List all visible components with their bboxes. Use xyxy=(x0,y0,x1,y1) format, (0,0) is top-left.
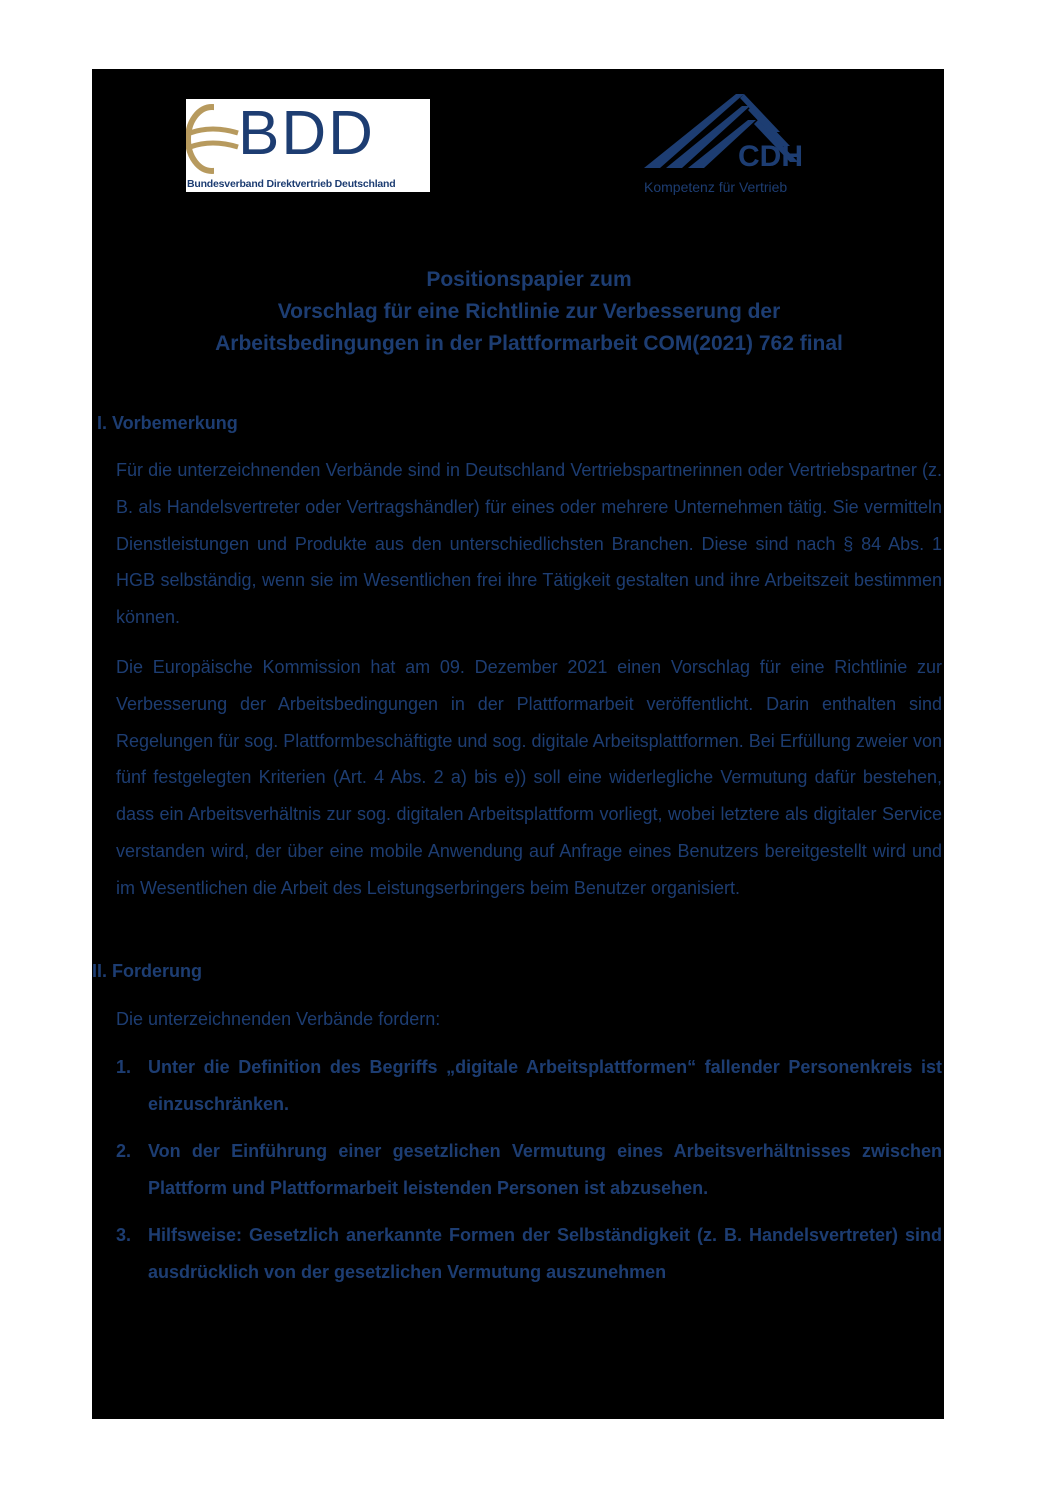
list-item xyxy=(116,1217,942,1291)
list-item-text: Hilfsweise: Gesetzlich anerkannte Formen der Selbständigkeit (z. B. Handelsvertreter) sind ausdrücklich von der gesetzlichen Vermutung auszunehmen xyxy=(148,1225,942,1282)
bdd-wordmark: BDD xyxy=(238,99,375,168)
list-item-text: Unter die Definition des Begriffs „digitale Arbeitsplattformen“ fallender Personenkreis ist einzuschränken. xyxy=(148,1057,942,1114)
list-item xyxy=(116,1049,942,1123)
title-line-1: Positionspapier zum xyxy=(426,268,632,291)
title-line-2: Vorschlag für eine Richtlinie zur Verbesserung der xyxy=(277,300,781,323)
cdh-caption: Kompetenz für Vertrieb xyxy=(644,179,788,195)
bdd-logo xyxy=(186,99,430,192)
section-heading-vorbemerkung: I. Vorbemerkung xyxy=(97,413,238,433)
document-title xyxy=(92,264,966,360)
paragraph-kommission: Die Europäische Kommission hat am 09. Dezember 2021 einen Vorschlag für eine Richtlinie zur Verbesserung der Arbeitsbedingungen in der Plattformarbeit veröffentlicht. Darin enthalten sind Regelungen für sog. Plattformbeschäftigte und sog. digitale Arbeitsplattformen. Bei Erfüllung zweier von fünf festgelegten Kriterien (Art. 4 Abs. 2 a) bis e)) soll eine widerlegliche Vermutung dafür bestehen, dass ein Arbeitsverhältnis zur sog. digitalen Arbeitsplattform vorliegt, wobei letztere als digitaler Service verstanden wird, der über eine mobile Anwendung auf Anfrage eines Benutzers bereitgestellt wird und im Wesentlichen die Arbeit des Leistungserbringers beim Benutzer organisiert. xyxy=(116,657,942,898)
cdh-wordmark: CDH xyxy=(738,140,803,173)
list-item-number: 1. xyxy=(116,1057,132,1077)
title-line-3: Arbeitsbedingungen in der Plattformarbeit COM(2021) 762 final xyxy=(215,332,843,355)
list-item-text: Von der Einführung einer gesetzlichen Vermutung eines Arbeitsverhältnisses zwischen Plattform und Plattformarbeit leistenden Personen ist abzusehen. xyxy=(148,1141,942,1198)
bdd-caption: Bundesverband Direktvertrieb Deutschland xyxy=(187,178,396,190)
bdd-emblem-icon xyxy=(186,103,242,183)
list-item-number: 3. xyxy=(116,1225,132,1245)
paragraph-intro: Die unterzeichnenden Verbände fordern: xyxy=(116,1009,441,1029)
section-heading-forderung: II. Forderung xyxy=(92,961,202,981)
list-item-number: 2. xyxy=(116,1141,132,1161)
paragraph-vertriebspartner: Für die unterzeichnenden Verbände sind in Deutschland Vertriebspartnerinnen oder Vertriebspartner (z. B. als Handelsvertreter oder Vertragshändler) für eines oder mehrere Unternehmen tätig. Sie vermitteln Dienstleistungen und Produkte aus den unterschiedlichsten Branchen. Diese sind nach § 84 Abs. 1 HGB selbständig, wenn sie im Wesentlichen frei ihre Tätigkeit gestalten und ihre Arbeitszeit bestimmen können. xyxy=(116,460,942,628)
list-item xyxy=(116,1133,942,1207)
